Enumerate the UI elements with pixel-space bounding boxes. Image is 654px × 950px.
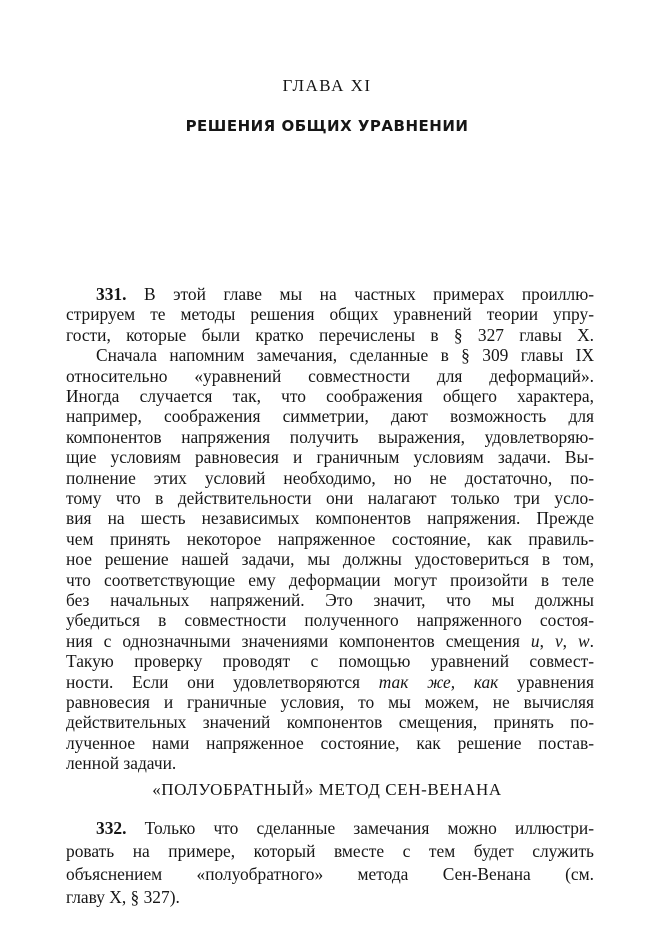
text-line: вия на шесть независимых компонентов напряжения. Прежде	[66, 508, 594, 529]
text-line: Иногда случается так, что соображения общего характера,	[66, 386, 594, 406]
paragraph-number: 331.	[96, 284, 127, 304]
text-line-content: В этой главе мы на частных примерах проиллю-	[143, 284, 594, 304]
emphasis: так же, как	[378, 671, 499, 692]
text-line: главу X, § 327).	[66, 886, 180, 907]
text-line: чем принять некоторое напряженное состояние, как правиль-	[66, 528, 594, 549]
text-line: лученное нами напряженное состояние, как решение постав-	[66, 732, 594, 753]
text-line: объяснением «полуобратного» метода Сен-Венана (см.	[66, 863, 594, 884]
text-line: гости, которые были кратко перечислены в § 327 главы X.	[66, 324, 594, 345]
variable-u: u	[530, 630, 540, 651]
text-line: компонентов напряжения получить выражения, удовлетворяю-	[66, 426, 594, 447]
variable-v: v	[554, 630, 563, 651]
text-line: равновесия и граничные условия, то мы можем, не вычисляя	[66, 692, 594, 712]
text-line: стрируем те методы решения общих уравнений теории упру-	[66, 304, 594, 325]
text-line: без начальных напряжений. Это значит, что мы должны	[66, 590, 594, 610]
text-line-content: ности. Если они удовлетворяются	[66, 671, 361, 692]
text-line: щие условиям равновесия и граничным условиям задачи. Вы-	[66, 447, 594, 468]
text-line: Такую проверку проводят с помощью уравнений совмест-	[66, 651, 594, 672]
text-line: ное решение нашей задачи, мы должны удостовериться в том,	[66, 549, 594, 570]
text-line-content: Только что сделанные замечания можно иллюстри-	[144, 817, 594, 838]
section-heading: «ПОЛУОБРАТНЫЙ» МЕТОД СЕН-ВЕНАНА	[152, 779, 502, 799]
text-line: ния с однозначными значениями компонентов смещения u, v, w.	[66, 630, 594, 651]
text-line: относительно «уравнений совместности для деформаций».	[66, 365, 594, 386]
text-line: ровать на примере, который вместе с тем будет служить	[66, 840, 594, 861]
variable-w: w	[578, 630, 590, 651]
text-line: полнение этих условий необходимо, но не достаточно, по-	[66, 467, 594, 488]
chapter-number: ГЛАВА XI	[282, 76, 372, 95]
text-line: ленной задачи.	[66, 753, 177, 774]
text-line: например, соображения симметрии, дают возможность для	[66, 406, 594, 427]
text-line	[96, 816, 594, 840]
text-line: убедиться в совместности полученного напряженного состоя-	[66, 610, 594, 631]
text-line: тому что в действительности они налагают только три усло-	[66, 488, 594, 508]
paragraph-number: 332.	[96, 817, 127, 838]
text-line: что соответствующие ему деформации могут произойти в теле	[66, 569, 594, 590]
chapter-title: РЕШЕНИЯ ОБЩИХ УРАВНЕНИИ	[185, 117, 469, 135]
text-line-content: уравнения	[517, 671, 594, 692]
text-line: Сначала напомним замечания, сделанные в § 309 главы IX	[96, 345, 594, 366]
text-line-content: ния с однозначными значениями компонентов смещения	[66, 630, 520, 651]
text-line: действительных значений компонентов смещения, принять по-	[66, 712, 594, 733]
